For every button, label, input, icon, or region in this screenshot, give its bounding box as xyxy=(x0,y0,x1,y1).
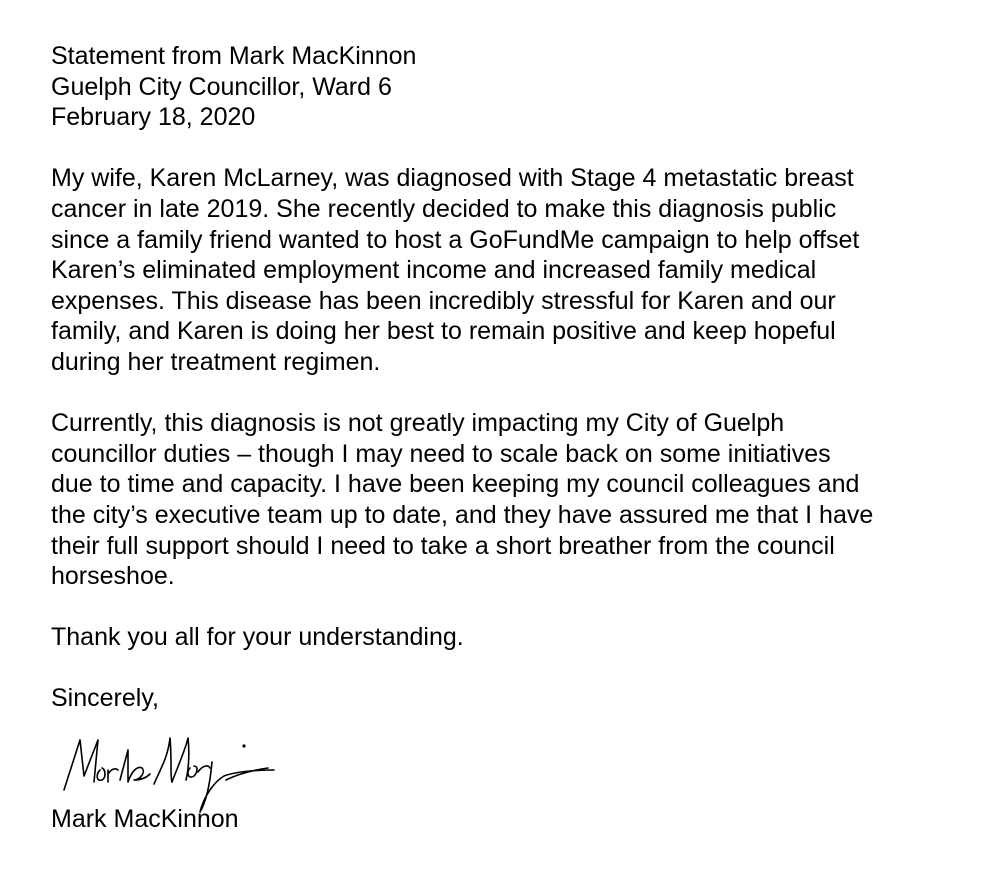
paragraph-line: due to time and capacity. I have been keeping my council colleagues and xyxy=(51,470,860,499)
paragraph-line: My wife, Karen McLarney, was diagnosed with Stage 4 metastatic breast xyxy=(51,164,854,193)
paragraph-council-duties xyxy=(51,408,951,592)
paragraph-spacer xyxy=(51,653,951,684)
statement-document xyxy=(51,41,951,714)
paragraph-spacer xyxy=(51,378,951,409)
paragraph-line: horseshoe. xyxy=(51,562,175,591)
paragraph-line: expenses. This disease has been incredibly stressful for Karen and our xyxy=(51,286,836,315)
statement-date: February 18, 2020 xyxy=(51,103,256,132)
paragraph-spacer xyxy=(51,133,951,164)
paragraph-line: since a family friend wanted to host a GoFundMe campaign to help offset xyxy=(51,225,860,254)
paragraph-line: councillor duties – though I may need to scale back on some initiatives xyxy=(51,439,831,468)
paragraph-line: their full support should I need to take a short breather from the council xyxy=(51,531,835,560)
paragraph-line: Karen’s eliminated employment income and increased family medical xyxy=(51,256,817,285)
paragraph-spacer xyxy=(51,592,951,623)
paragraph-line: Currently, this diagnosis is not greatly impacting my City of Guelph xyxy=(51,409,785,438)
thank-you-line: Thank you all for your understanding. xyxy=(51,623,464,652)
statement-title: Statement from Mark MacKinnon xyxy=(51,42,417,70)
signatory-name: Mark MacKinnon xyxy=(51,805,239,833)
paragraph-line: family, and Karen is doing her best to remain positive and keep hopeful xyxy=(51,317,836,346)
paragraph-diagnosis xyxy=(51,163,951,377)
paragraph-line: cancer in late 2019. She recently decided to make this diagnosis public xyxy=(51,194,837,223)
paragraph-line: during her treatment regimen. xyxy=(51,347,381,376)
closing-line: Sincerely, xyxy=(51,684,159,713)
author-position: Guelph City Councillor, Ward 6 xyxy=(51,72,392,101)
paragraph-line: the city’s executive team up to date, and they have assured me that I have xyxy=(51,500,874,529)
